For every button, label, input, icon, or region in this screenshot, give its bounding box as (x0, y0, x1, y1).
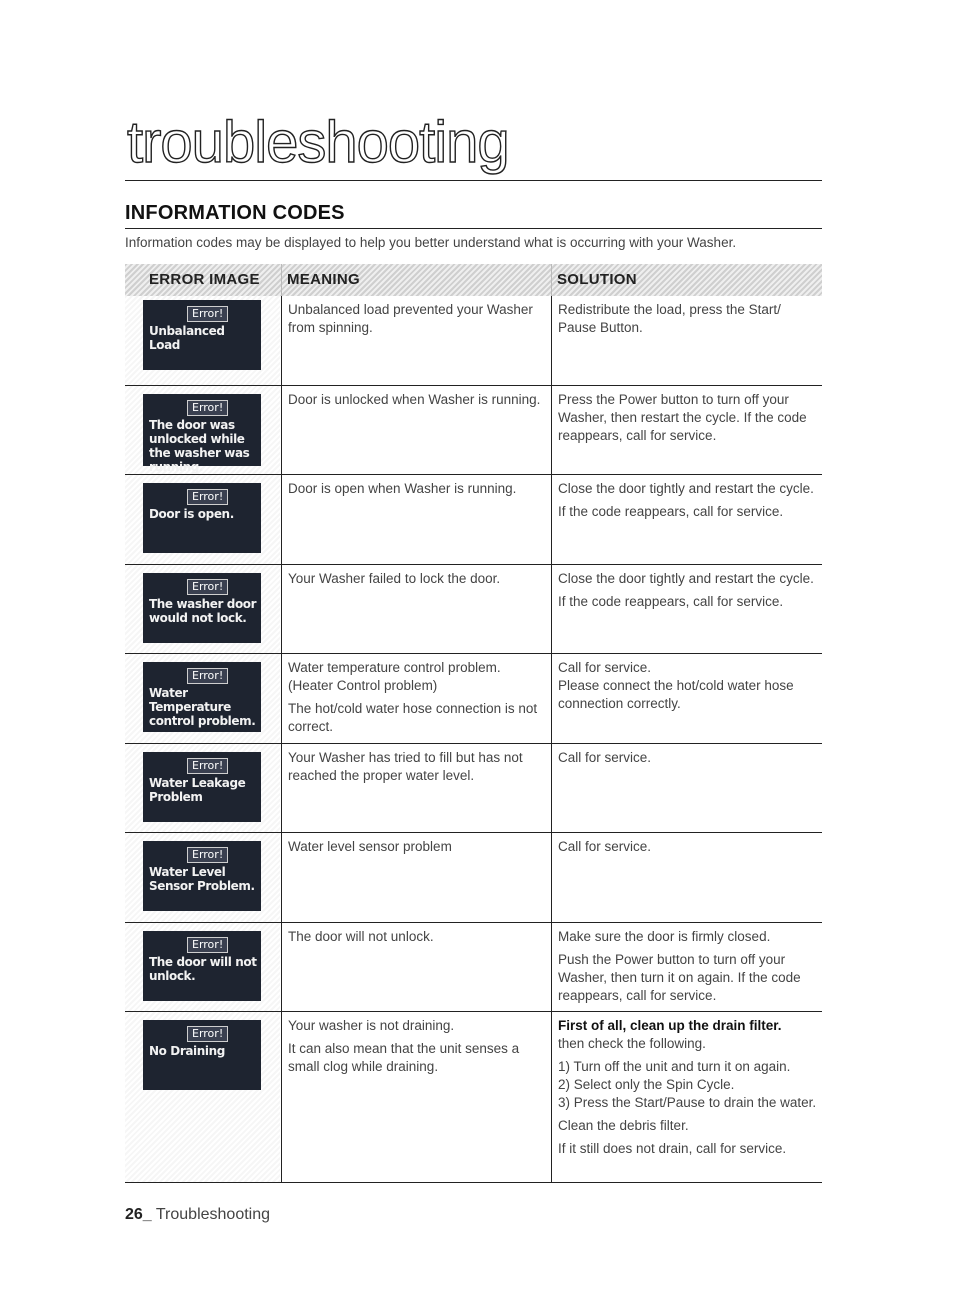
meaning-text: Water level sensor problem (288, 839, 452, 854)
meaning-text: Your washer is not draining. (288, 1018, 455, 1033)
header-divider (281, 264, 282, 296)
meaning-cell (281, 744, 552, 832)
solution-text: Call for service. (558, 839, 652, 854)
table-row (125, 565, 822, 654)
error-display (143, 483, 261, 553)
error-display (143, 841, 261, 911)
error-display (143, 1020, 261, 1090)
error-message: Water Level Sensor Problem. (149, 865, 255, 893)
meaning-cell (281, 386, 552, 474)
solution-cell (551, 386, 823, 474)
meaning-text: The hot/cold water hose connection is not correct. (288, 701, 538, 734)
section-header (125, 202, 822, 229)
error-display (143, 300, 261, 370)
chapter-title: troubleshooting (127, 110, 509, 175)
error-badge: Error! (187, 758, 228, 774)
solution-cell (551, 565, 823, 653)
solution-cell (551, 296, 823, 385)
error-badge: Error! (187, 306, 228, 322)
section-title: INFORMATION CODES (125, 202, 345, 224)
solution-text: If it still does not drain, call for service. (558, 1141, 787, 1156)
solution-text: Press the Power button to turn off your Washer, then restart the cycle. If the code reappears, call for service. (558, 392, 807, 443)
meaning-cell (281, 565, 552, 653)
table-row (125, 475, 822, 565)
table-row (125, 923, 822, 1012)
table-row (125, 296, 822, 386)
solution-text: Please connect the hot/cold water hose connection correctly. (558, 678, 794, 711)
page-number: 26_ (125, 1206, 152, 1223)
table-header (125, 264, 822, 296)
error-message: Water Temperature control problem. (149, 686, 256, 728)
meaning-text: It can also mean that the unit senses a small clog while draining. (288, 1041, 520, 1074)
meaning-cell (281, 654, 552, 743)
header-error-image: ERROR IMAGE (149, 271, 260, 288)
header-divider (551, 264, 552, 296)
solution-text: 1) Turn off the unit and turn it on again. (558, 1059, 791, 1074)
meaning-text: Your Washer has tried to fill but has not reached the proper water level. (288, 750, 523, 783)
solution-text: then check the following. (558, 1036, 706, 1051)
error-image-cell (125, 744, 280, 832)
error-display (143, 394, 261, 474)
error-message: Unbalanced Load (149, 324, 225, 352)
error-message: The door will not unlock. (149, 955, 257, 983)
solution-cell (551, 1012, 823, 1182)
error-badge: Error! (187, 400, 228, 416)
error-badge: Error! (187, 847, 228, 863)
table-row (125, 744, 822, 833)
meaning-cell (281, 1012, 552, 1182)
chapter-header (125, 110, 822, 181)
page-footer (125, 1206, 270, 1224)
meaning-cell (281, 923, 552, 1011)
intro-text: Information codes may be displayed to help you better understand what is occurring with your Washer. (125, 235, 737, 250)
error-badge: Error! (187, 937, 228, 953)
solution-text: 3) Press the Start/Pause to drain the water. (558, 1095, 817, 1110)
error-image-cell (125, 833, 280, 922)
error-message: The door was unlocked while the washer was running. (149, 418, 250, 474)
error-message: Water Leakage Problem (149, 776, 246, 804)
error-image-cell (125, 386, 280, 474)
table-row (125, 386, 822, 475)
table-row (125, 833, 822, 923)
error-image-cell (125, 296, 280, 385)
meaning-text: Your Washer failed to lock the door. (288, 571, 501, 586)
error-badge: Error! (187, 668, 228, 684)
solution-cell (551, 654, 823, 743)
solution-text: Make sure the door is firmly closed. (558, 929, 771, 944)
error-message: The washer door would not lock. (149, 597, 257, 625)
meaning-text: Water temperature control problem. (288, 660, 501, 675)
error-badge: Error! (187, 579, 228, 595)
meaning-cell (281, 475, 552, 564)
solution-text: 2) Select only the Spin Cycle. (558, 1077, 735, 1092)
error-message: Door is open. (149, 507, 234, 521)
meaning-text: The door will not unlock. (288, 929, 434, 944)
solution-cell (551, 475, 823, 564)
header-solution: SOLUTION (557, 271, 637, 288)
error-display (143, 752, 261, 822)
error-image-cell (125, 923, 280, 1011)
table-row (125, 1012, 822, 1183)
meaning-cell (281, 833, 552, 922)
error-image-cell (125, 1012, 280, 1182)
meaning-cell (281, 296, 552, 385)
error-image-cell (125, 565, 280, 653)
meaning-text: (Heater Control problem) (288, 678, 438, 693)
solution-text: Redistribute the load, press the Start/ Pause Button. (558, 302, 781, 335)
solution-text: Call for service. (558, 660, 652, 675)
solution-text: Push the Power button to turn off your Washer, then turn it on again. If the code reappears, call for service. (558, 952, 801, 1003)
header-meaning: MEANING (287, 271, 360, 288)
solution-text: Close the door tightly and restart the cycle. (558, 571, 814, 586)
solution-cell (551, 833, 823, 922)
solution-text: Clean the debris filter. (558, 1118, 689, 1133)
error-display (143, 662, 261, 732)
solution-cell (551, 923, 823, 1011)
error-message: No Draining (149, 1044, 225, 1058)
solution-text: Close the door tightly and restart the cycle. (558, 481, 814, 496)
footer-section: Troubleshooting (155, 1206, 271, 1223)
error-badge: Error! (187, 489, 228, 505)
information-codes-table (125, 264, 822, 1183)
solution-text: If the code reappears, call for service. (558, 504, 784, 519)
solution-text: If the code reappears, call for service. (558, 594, 784, 609)
table-row (125, 654, 822, 744)
error-display (143, 573, 261, 643)
solution-cell (551, 744, 823, 832)
meaning-text: Door is unlocked when Washer is running. (288, 392, 541, 407)
meaning-text: Unbalanced load prevented your Washer from spinning. (288, 302, 533, 335)
error-image-cell (125, 475, 280, 564)
error-display (143, 931, 261, 1001)
solution-text: Call for service. (558, 750, 652, 765)
error-image-cell (125, 654, 280, 743)
error-badge: Error! (187, 1026, 228, 1042)
solution-heading: First of all, clean up the drain filter. (558, 1018, 782, 1033)
meaning-text: Door is open when Washer is running. (288, 481, 517, 496)
